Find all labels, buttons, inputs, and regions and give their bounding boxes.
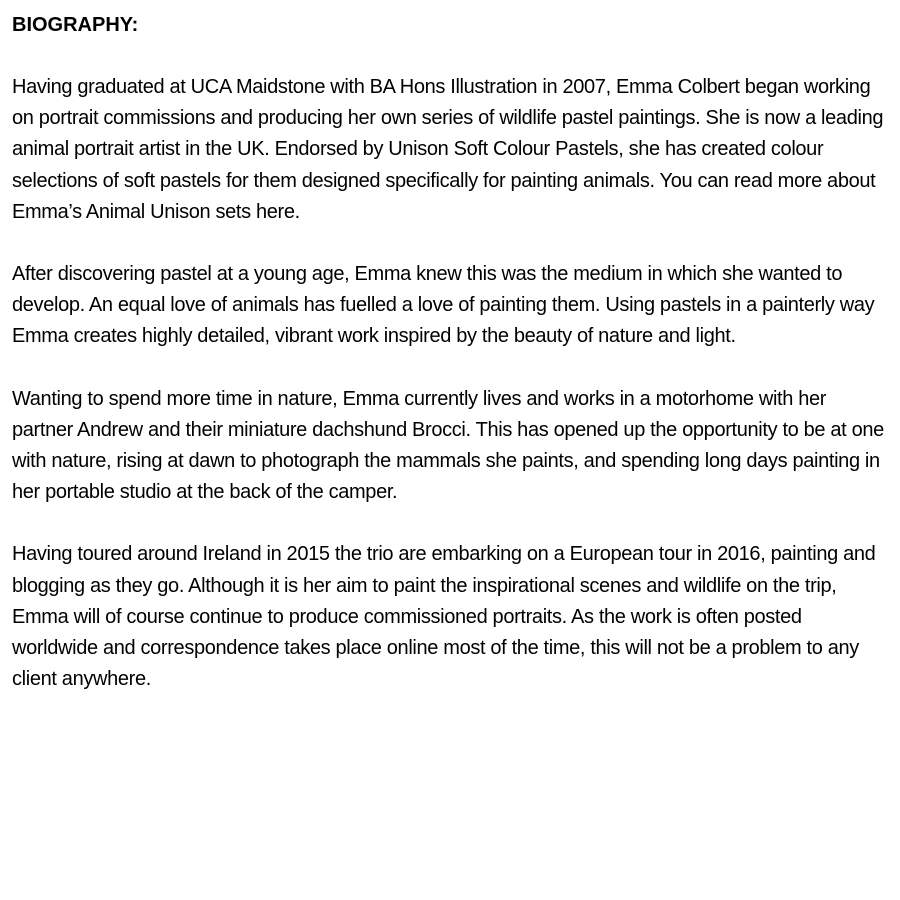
biography-document (12, 10, 888, 695)
paragraph-spacer (12, 228, 888, 259)
paragraph-spacer (12, 353, 888, 384)
biography-heading: BIOGRAPHY: (12, 14, 139, 36)
paragraph-spacer (12, 41, 888, 72)
paragraph-motorhome: Wanting to spend more time in nature, Emma currently lives and works in a motorhome with her partner Andrew and their miniature dachshund Brocci. This has opened up the opportunity to be at one with nature, rising at dawn to photograph the mammals she paints, and spending long days painting in her portable studio at the back of the camper. (12, 387, 884, 504)
paragraph-european-tour: Having toured around Ireland in 2015 the trio are embarking on a European tour in 2016, painting and blogging as they go. Although it is her aim to paint the inspirational scenes and wildlife on the trip, Emma will of course continue to produce commissioned portraits. As the work is often posted worldwide and correspondence takes place online most of the time, this will not be a problem to any client anywhere. (12, 543, 876, 691)
paragraph-pastel-discovery: After discovering pastel at a young age, Emma knew this was the medium in which she wanted to develop. An equal love of animals has fuelled a love of painting them. Using pastels in a painterly way Emma creates highly detailed, vibrant work inspired by the beauty of nature and light. (12, 263, 875, 348)
paragraph-education: Having graduated at UCA Maidstone with BA Hons Illustration in 2007, Emma Colbert began working on portrait commissions and producing her own series of wildlife pastel paintings. She is now a leading animal portrait artist in the UK. Endorsed by Unison Soft Colour Pastels, she has created colour selections of soft pastels for them designed specifically for painting animals. You can read more about Emma’s Animal Unison sets here. (12, 76, 884, 223)
paragraph-spacer (12, 508, 888, 539)
